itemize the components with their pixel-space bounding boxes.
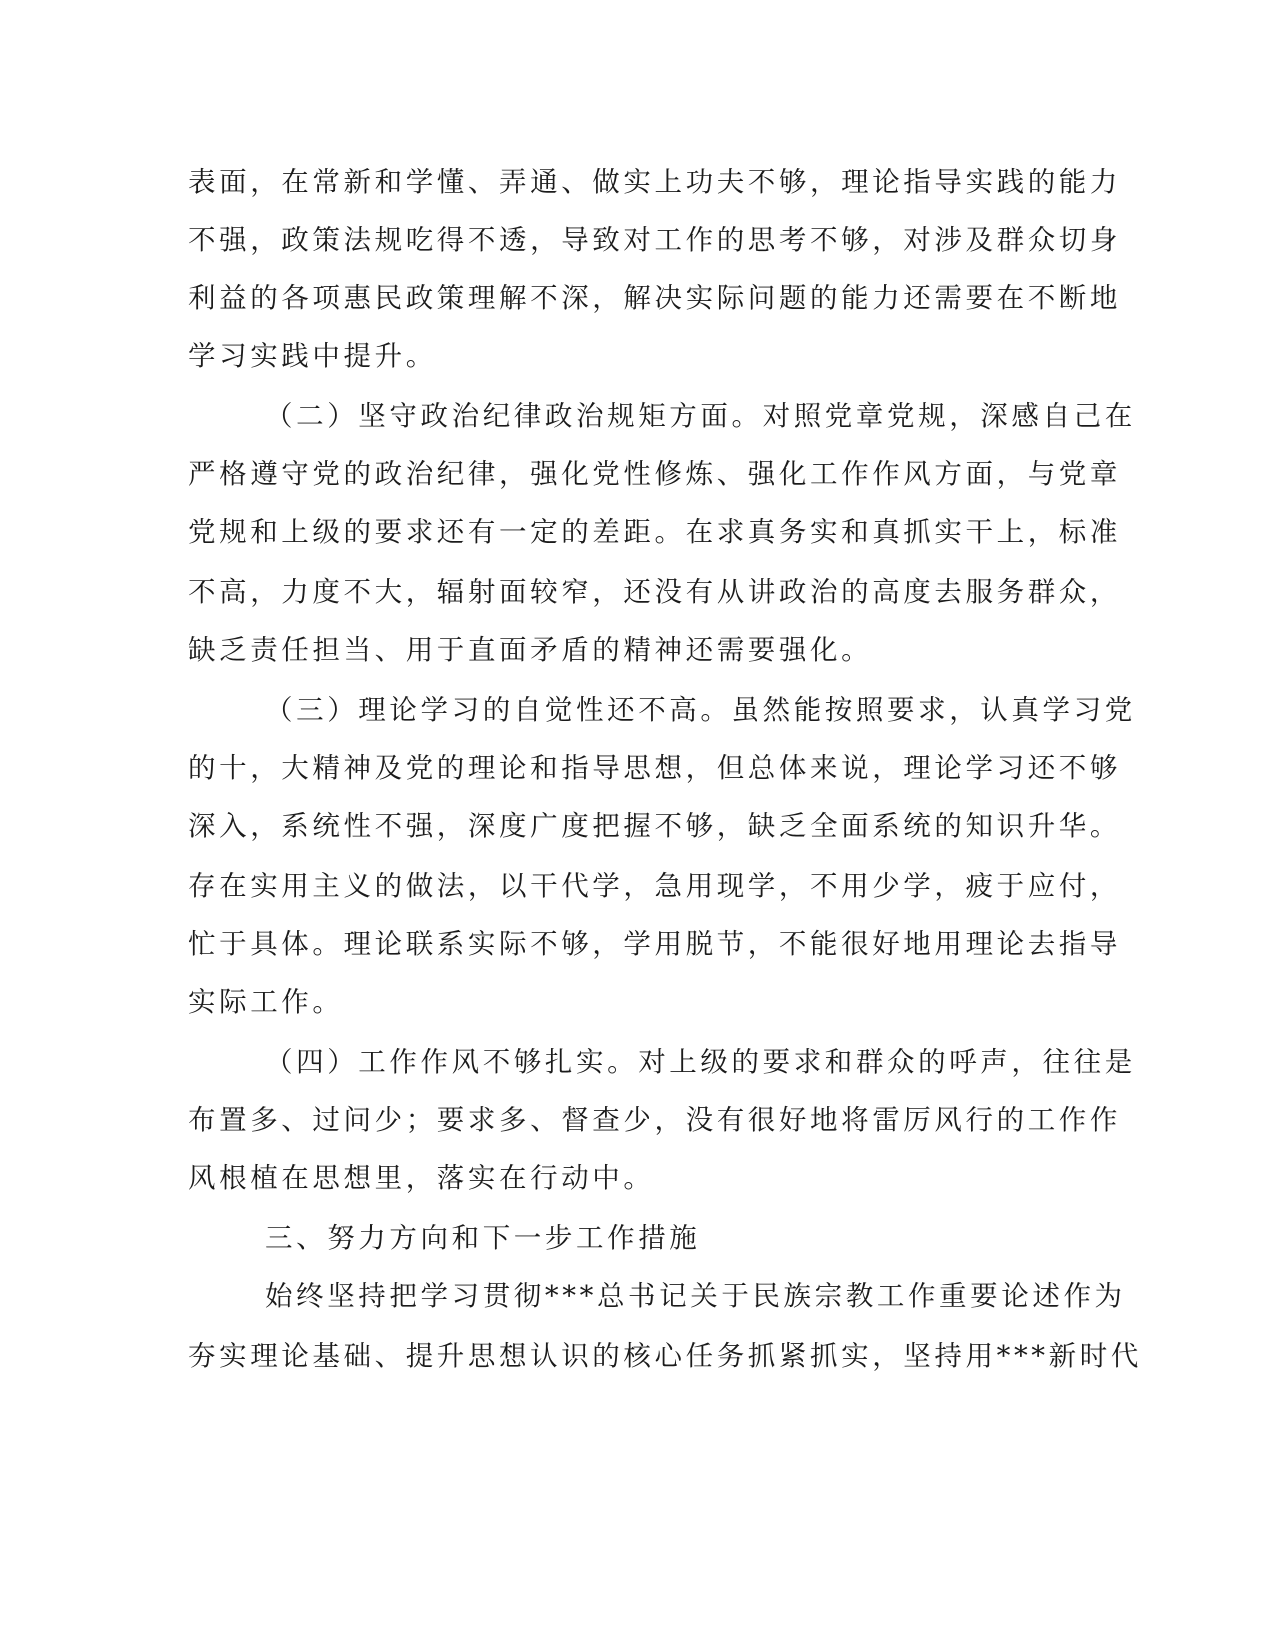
text-line: 的十，大精神及党的理论和指导思想，但总体来说，理论学习还不够 <box>188 752 1121 784</box>
text-line: 利益的各项惠民政策理解不深，解决实际问题的能力还需要在不断地 <box>188 282 1121 314</box>
text-line: 深入，系统性不强，深度广度把握不够，缺乏全面系统的知识升华。 <box>188 810 1121 842</box>
text-line: 不强，政策法规吃得不透，导致对工作的思考不够，对涉及群众切身 <box>188 224 1121 256</box>
text-line: 风根植在思想里，落实在行动中。 <box>188 1162 655 1194</box>
text-line: 党规和上级的要求还有一定的差距。在求真务实和真抓实干上，标准 <box>188 516 1121 548</box>
text-line: 缺乏责任担当、用于直面矛盾的精神还需要强化。 <box>188 634 873 666</box>
section-heading-line: （二）坚守政治纪律政治规矩方面。对照党章党规，深感自己在 <box>265 400 1136 432</box>
text-line: 布置多、过问少；要求多、督查少，没有很好地将雷厉风行的工作作 <box>188 1104 1121 1136</box>
text-line: 严格遵守党的政治纪律，强化党性修炼、强化工作作风方面，与党章 <box>188 458 1121 490</box>
text-line: 学习实践中提升。 <box>188 340 437 372</box>
section-heading-line: （四）工作作风不够扎实。对上级的要求和群众的呼声，往往是 <box>265 1046 1136 1078</box>
text-line: 夯实理论基础、提升思想认识的核心任务抓紧抓实，坚持用***新时代 <box>188 1340 1142 1372</box>
text-line: 忙于具体。理论联系实际不够，学用脱节，不能很好地用理论去指导 <box>188 928 1121 960</box>
text-line: 实际工作。 <box>188 986 344 1018</box>
section-title: 三、努力方向和下一步工作措施 <box>265 1222 701 1254</box>
text-line: 存在实用主义的做法，以干代学，急用现学，不用少学，疲于应付， <box>188 870 1121 902</box>
text-line: 不高，力度不大，辐射面较窄，还没有从讲政治的高度去服务群众， <box>188 576 1121 608</box>
paragraph-start-line: 始终坚持把学习贯彻***总书记关于民族宗教工作重要论述作为 <box>265 1280 1126 1312</box>
section-heading-line: （三）理论学习的自觉性还不高。虽然能按照要求，认真学习党 <box>265 694 1136 726</box>
text-line: 表面，在常新和学懂、弄通、做实上功夫不够，理论指导实践的能力 <box>188 166 1121 198</box>
